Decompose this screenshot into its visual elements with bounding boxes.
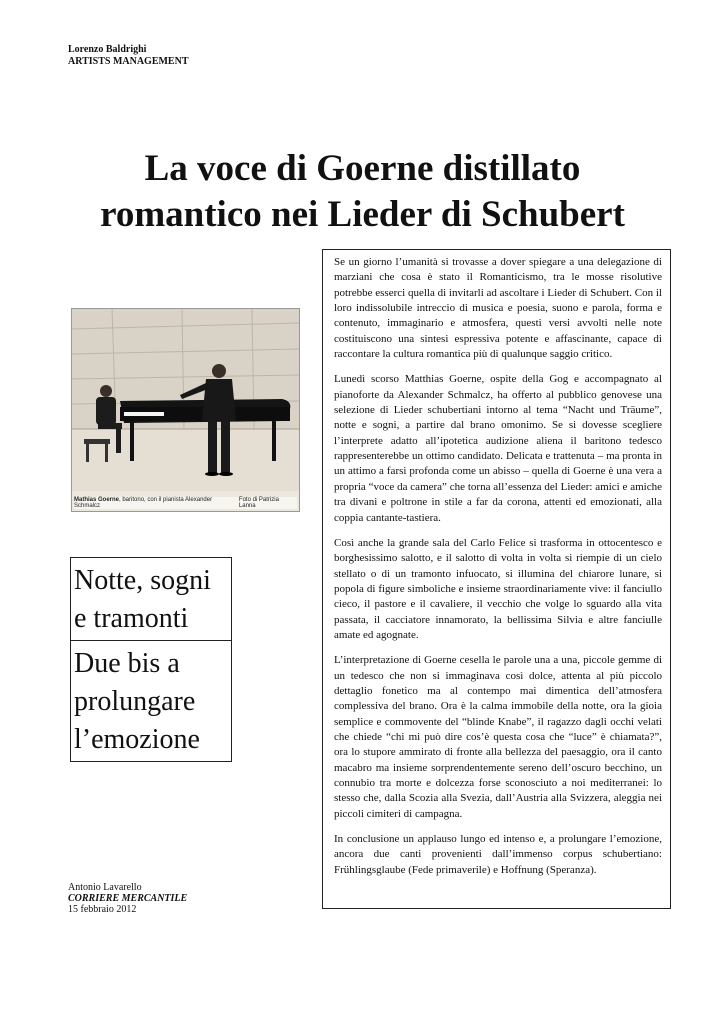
- pullquote-box: [70, 557, 232, 762]
- pullquote-2: Due bis a prolungare l’emozione: [71, 640, 231, 761]
- byline-date: 15 febbraio 2012: [68, 904, 137, 915]
- headline: [40, 146, 685, 238]
- byline-newspaper: CORRIERE MERCANTILE: [68, 893, 188, 904]
- agency-name: Lorenzo Baldrighi: [68, 44, 147, 55]
- byline: [68, 882, 187, 915]
- pullquote-1: Notte, sogni e tramonti: [74, 565, 211, 634]
- article-paragraph-3: Così anche la grande sala del Carlo Felice si trasforma in ottocentesco e borghesissimo salotto, e il salotto di volta in volta si riempie di un cielo stellato o di un tramonto infuocato, si illumina del chiarore lunare, si popola di figure simboliche e insieme straordinariamente vive: il fanciullo cieco, il pastore e il cavaliere, il vecchio che volge lo sguardo alla vita passata, il cacciatore innamorato, la bellissima Silvia e altre fanciulle amate ed agognate.: [334, 536, 662, 641]
- agency-header: [68, 44, 189, 68]
- photo-credit: Foto di Patrizia Lanna: [238, 497, 279, 509]
- headline-line-2: romantico nei Lieder di Schubert: [100, 194, 625, 235]
- headline-line-1: La voce di Goerne distillato: [144, 148, 581, 189]
- photo-caption-text: [74, 497, 239, 509]
- article-paragraph-2: Lunedì scorso Matthias Goerne, ospite della Gog e accompagnato al pianoforte da Alexander Schmalcz, ha offerto al pubblico genovese una selezione di Lieder schubertiani intorno al tema “Nacht und Träume”, notte e sogni, a partire dal brano omonimo. Se si dovesse scegliere l’interprete adatto all’ipotetica audizione aliena il baritono tedesco rappresenterebbe un ottimo candidato. Delicata e trattenuta – ma pronta in un attimo a farsi profonda come un abisso – quella di Goerne è una vera a propria “voce da camera” che torna all’essenza del Lieder: amici e amiche tra divani e poltrone in stile a far da corona, attenti ed emozionati, alla coppia cantante-tastiera.: [334, 373, 662, 524]
- byline-author: Antonio Lavarello: [68, 882, 142, 893]
- article-body: [322, 249, 671, 909]
- photo-caption: [74, 497, 297, 509]
- agency-subtitle: ARTISTS MANAGEMENT: [68, 56, 189, 67]
- caption-name: Mathias Goerne: [74, 497, 120, 503]
- caption-description: , baritono, con il pianista Alexander Schmalcz: [74, 497, 213, 509]
- article-paragraph-1: Se un giorno l’umanità si trovasse a dover spiegare a una delegazione di marziani che cosa è stato il Romanticismo, tra le mosse risolutive potrebbe esserci quella di invitarli ad ascoltare i Lieder di Schubert. Con il loro indissolubile intreccio di musica e poesia, suono e parola, forma e contenuto, immaginario e atmosfera, questi versi avvolti nelle note costituiscono una sintesi espressiva potente e affascinante, capace di raccontare la cultura romantica più di qualunque saggio critico.: [334, 256, 662, 361]
- article-paragraph-5: In conclusione un applauso lungo ed intenso e, a prolungare l’emozione, ancora due canti provenienti dall’immenso corpus schubertiano: Frühlingsglaube (Fede primaverile) e Hoffnung (Speranza).: [334, 833, 662, 876]
- concert-photo-illustration: [72, 309, 299, 511]
- article-paragraph-4: L’interpretazione di Goerne cesella le parole una a una, piccole gemme di un tedesco che non si immaginava così dolce, attenta al più piccolo dettaglio fonetico ma al contempo mai dimentica dell’atmosfera complessiva del brano. Ora è la calma immobile della notte, ora la gioia semplice e commovente del “blinde Knabe”, il ragazzo dagli occhi velati che chiede “chi mi può dire cos’è questa cosa che “luce” è chiamata?”, ora lo stupore ammirato di fronte alla bellezza del paesaggio, ora il canto macabro ma insieme sorprendentemente sereno dell’oscuro becchino, un connubio tra morte e dolcezza forse sconosciuto a noi mediterranei: lo stesso che, dalla Scozia alla Svezia, dall’Austria alla Svizzera, aleggia nei piccoli cimiteri di campagna.: [334, 654, 662, 820]
- concert-photo: [71, 308, 300, 512]
